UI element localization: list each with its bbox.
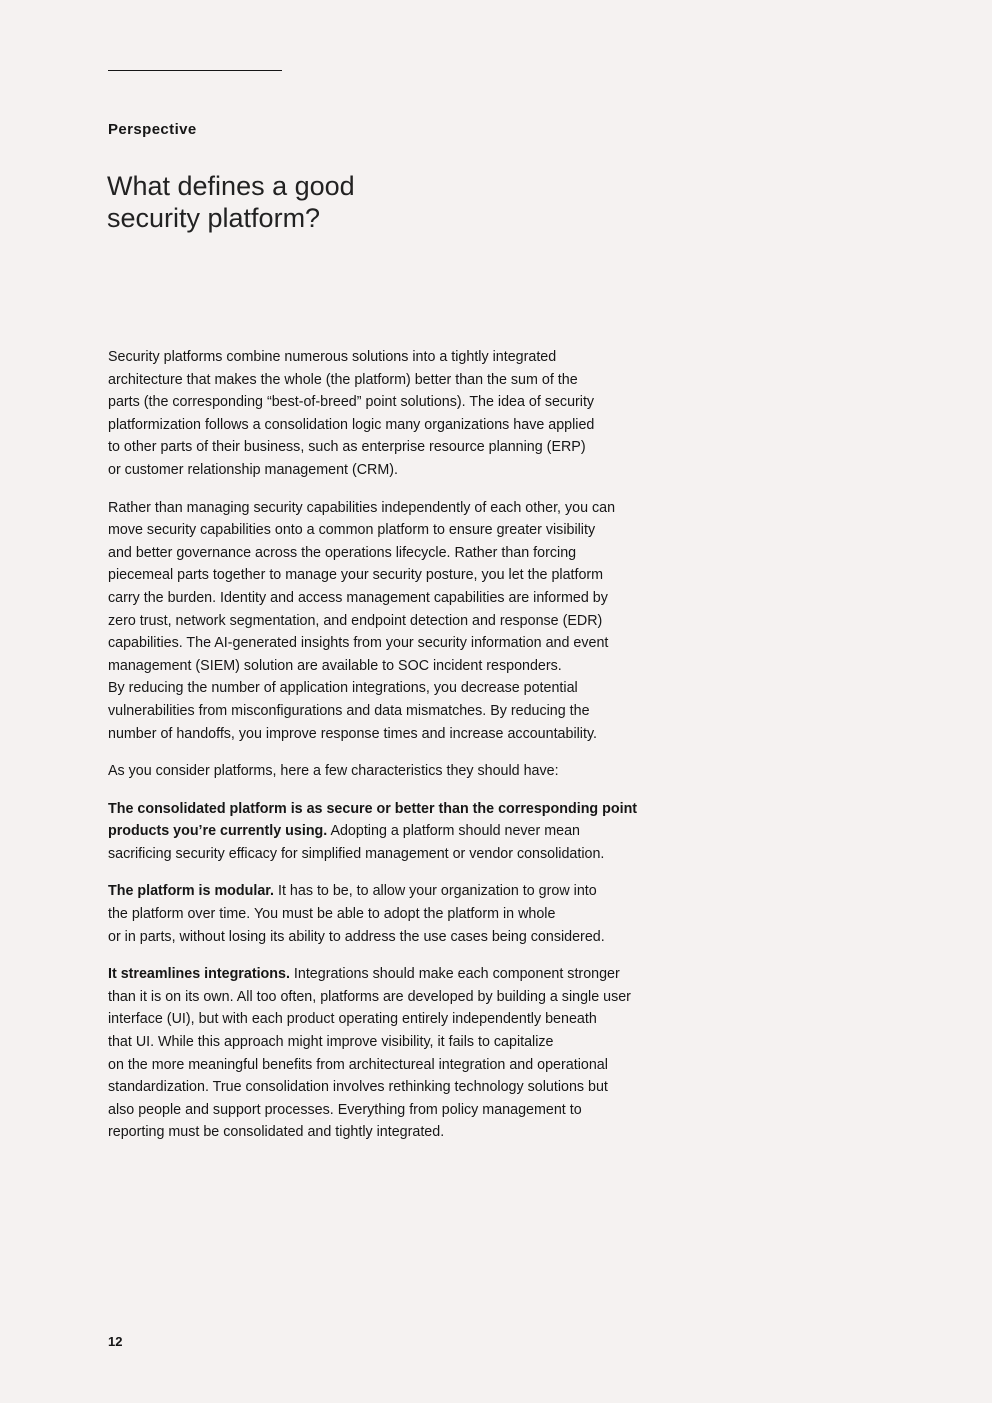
bold-lead-in: products you’re currently using. [108, 823, 328, 840]
line-text: It has to be, to allow your organization to grow into [274, 883, 597, 900]
line-text: architecture that makes the whole (the platform) better than the sum of the [108, 371, 578, 388]
text-line [108, 519, 637, 542]
line-text: and better governance across the operations lifecycle. Rather than forcing [108, 544, 577, 561]
line-text: Integrations should make each component stronger [289, 966, 620, 983]
bold-lead-in: The consolidated platform is as secure or better than the corresponding point [108, 800, 638, 817]
line-text: management (SIEM) solution are available to SOC incident responders. [108, 657, 562, 674]
page-title-line: security platform? [107, 203, 321, 233]
header-rule [108, 70, 282, 71]
line-text: to other parts of their business, such as enterprise resource planning (ERP) [108, 439, 586, 456]
text-line [108, 542, 637, 565]
paragraph [108, 760, 637, 783]
line-text: carry the burden. Identity and access management capabilities are informed by [108, 589, 608, 606]
paragraph [108, 798, 637, 866]
line-text: parts (the corresponding “best-of-breed” point solutions). The idea of security [108, 394, 595, 411]
line-text: Security platforms combine numerous solutions into a tightly integrated [108, 349, 557, 365]
text-line [108, 497, 637, 520]
line-text: sacrificing security efficacy for simplified management or vendor consolidation. [108, 845, 605, 862]
line-text: also people and support processes. Everything from policy management to [108, 1101, 582, 1118]
line-text: reporting must be consolidated and tightly integrated. [108, 1124, 445, 1141]
bold-lead-in: The platform is modular. [108, 883, 275, 900]
body-text [108, 346, 637, 1159]
text-line [108, 414, 637, 437]
text-line [108, 903, 637, 926]
line-text: vulnerabilities from misconfigurations and data mismatches. By reducing the [108, 702, 590, 719]
text-line [108, 610, 637, 633]
text-line [108, 1121, 637, 1144]
text-line [108, 1054, 637, 1077]
text-line [108, 369, 637, 392]
line-text: By reducing the number of application integrations, you decrease potential [108, 680, 578, 697]
line-text: capabilities. The AI-generated insights from your security information and event [108, 635, 609, 652]
page-number: 12 [108, 1334, 123, 1349]
paragraph [108, 963, 637, 1144]
text-line [108, 436, 637, 459]
text-line [108, 677, 637, 700]
line-text: on the more meaningful benefits from architectureal integration and operational [108, 1056, 608, 1073]
line-text: As you consider platforms, here a few characteristics they should have: [108, 763, 559, 780]
text-line [108, 564, 637, 587]
line-text: the platform over time. You must be able to adopt the platform in whole [108, 906, 556, 923]
line-text: interface (UI), but with each product operating entirely independently beneath [108, 1011, 597, 1028]
text-line [108, 723, 637, 746]
text-line [108, 700, 637, 723]
text-line [108, 1008, 637, 1031]
text-line [108, 346, 637, 369]
text-line [108, 880, 637, 903]
line-text: or in parts, without losing its ability to address the use cases being considered. [108, 928, 605, 945]
paragraph [108, 346, 637, 482]
line-text: or customer relationship management (CRM). [108, 461, 399, 478]
text-line [108, 1031, 637, 1054]
bold-lead-in: It streamlines integrations. [108, 966, 290, 983]
line-text: piecemeal parts together to manage your security posture, you let the platform [108, 567, 604, 584]
text-line [108, 820, 637, 843]
text-line [108, 798, 637, 821]
paragraph [108, 880, 637, 948]
text-line [108, 760, 637, 783]
line-text: Rather than managing security capabilities independently of each other, you can [108, 499, 616, 516]
text-line [108, 1076, 637, 1099]
text-line [108, 963, 637, 986]
line-text: standardization. True consolidation involves rethinking technology solutions but [108, 1079, 608, 1096]
text-line [108, 459, 637, 482]
text-line [108, 1099, 637, 1122]
text-line [108, 391, 637, 414]
line-text: number of handoffs, you improve response times and increase accountability. [108, 725, 598, 742]
text-line [108, 986, 637, 1009]
line-text: move security capabilities onto a common platform to ensure greater visibility [108, 522, 596, 539]
text-line [108, 926, 637, 949]
text-line [108, 632, 637, 655]
text-line [108, 655, 637, 678]
line-text: than it is on its own. All too often, platforms are developed by building a single user [108, 988, 631, 1005]
section-label: Perspective [108, 121, 197, 138]
text-line [108, 843, 637, 866]
line-text: Adopting a platform should never mean [327, 823, 581, 840]
paragraph [108, 497, 637, 746]
page-title [107, 170, 355, 234]
line-text: zero trust, network segmentation, and endpoint detection and response (EDR) [108, 612, 603, 629]
line-text: that UI. While this approach might improve visibility, it fails to capitalize [108, 1034, 554, 1051]
page-title-line: What defines a good [107, 171, 355, 201]
text-line [108, 587, 637, 610]
line-text: platformization follows a consolidation logic many organizations have applied [108, 416, 595, 433]
